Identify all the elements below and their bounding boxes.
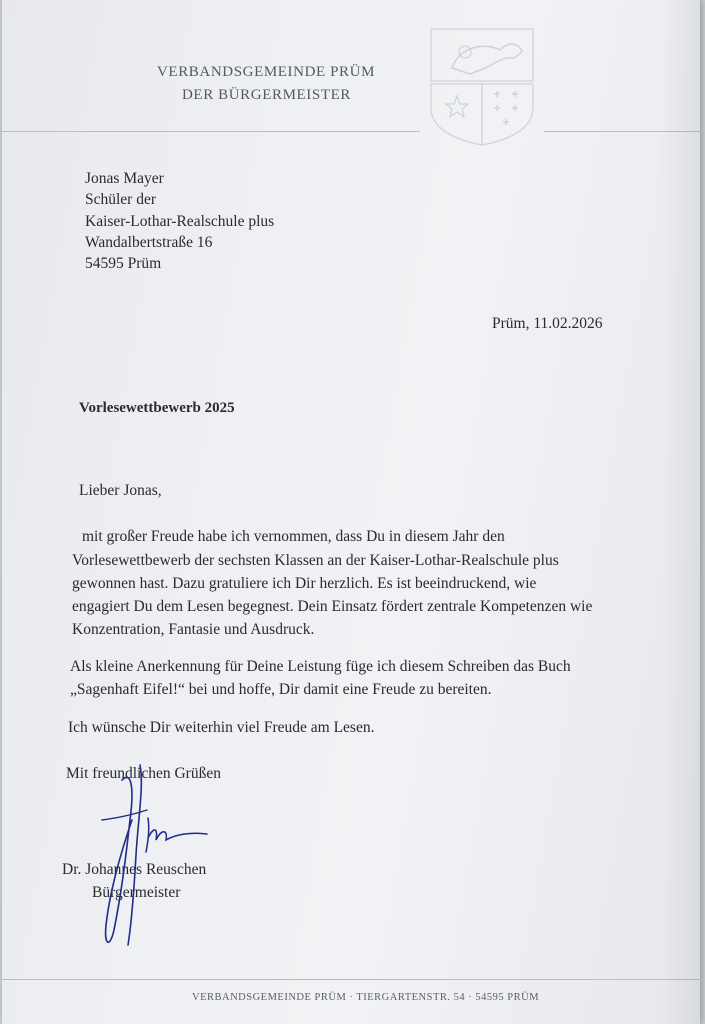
footer-address: VERBANDSGEMEINDE PRÜM · TIERGARTENSTR. 54 · 54595 PRÜM [192,992,540,1003]
letterhead-line-2: DER BÜRGERMEISTER [182,87,351,103]
signatory-name: Dr. Johannes Reuschen [62,861,207,878]
letter-date: Prüm, 11.02.2026 [492,315,603,332]
recipient-line: Kaiser-Lothar-Realschule plus [85,213,275,230]
header-divider-right [544,131,702,132]
recipient-line: Jonas Mayer [85,170,164,187]
recipient-line: Wandalbertstraße 16 [85,234,213,251]
letter-paper [2,0,700,1024]
paragraph-1-line: gewonnen hast. Dazu gratuliere ich Dir herzlich. Es ist beeindruckend, wie [72,575,537,592]
closing: Mit freundlichen Grüßen [66,765,221,782]
signatory-title: Bürgermeister [92,884,181,901]
footer-divider [2,979,702,980]
paragraph-3: Ich wünsche Dir weiterhin viel Freude am Lesen. [68,719,375,736]
recipient-line: Schüler der [85,191,157,208]
paragraph-1-line: mit großer Freude habe ich vernommen, dass Du in diesem Jahr den [82,528,505,545]
header-divider-left [2,131,420,132]
paragraph-1-line: engagiert Du dem Lesen begegnest. Dein Einsatz fördert zentrale Kompetenzen wie [72,598,593,615]
coat-of-arms-icon [430,28,534,146]
paragraph-1-line: Vorlesewettbewerb der sechsten Klassen an der Kaiser-Lothar-Realschule plus [72,552,559,569]
recipient-line: 54595 Prüm [85,255,162,272]
paragraph-2-line: „Sagenhaft Eifel!“ bei und hoffe, Dir damit eine Freude zu bereiten. [70,681,492,698]
paragraph-1-line: Konzentration, Fantasie und Ausdruck. [72,621,315,638]
salutation: Lieber Jonas, [79,482,162,499]
handwritten-signature-icon [92,760,222,950]
paragraph-2-line: Als kleine Anerkennung für Deine Leistung füge ich diesem Schreiben das Buch [70,658,571,675]
letter-subject: Vorlesewettbewerb 2025 [79,400,235,416]
letterhead-line-1: VERBANDSGEMEINDE PRÜM [157,64,376,80]
